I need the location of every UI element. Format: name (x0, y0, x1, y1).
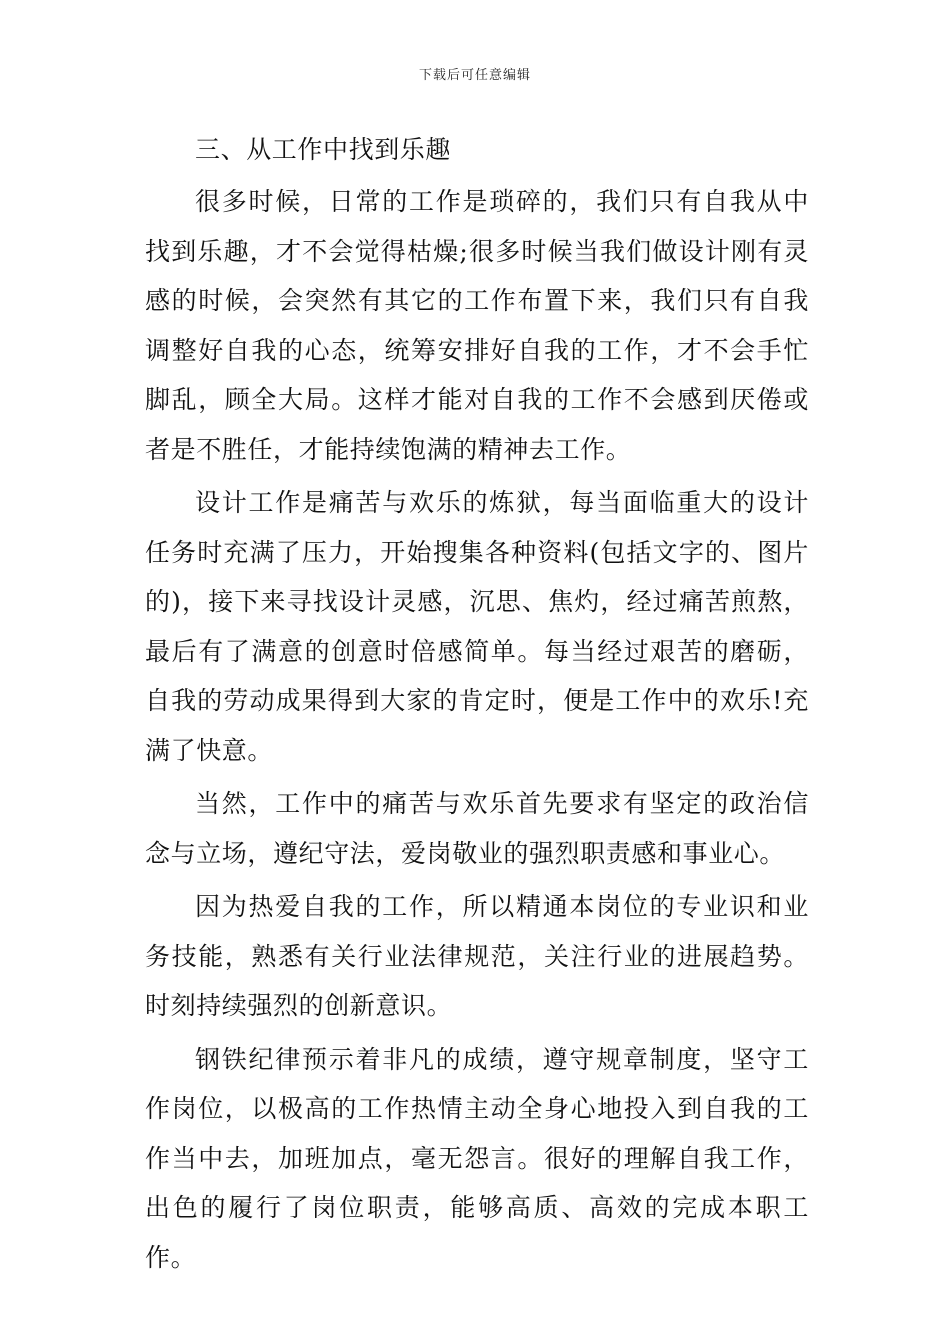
section-heading: 三、从工作中找到乐趣 (195, 135, 452, 164)
page-header: 下载后可任意编辑 (418, 68, 531, 83)
paragraph-design-work: 设计工作是痛苦与欢乐的炼狱，每当面临重大的设计任务时充满了压力，开始搜集各种资料(包括文字的、图片的)，接下来寻找设计灵感，沉思、焦灼，经过痛苦煎熬，最后有了满意的创意时倍感简单。每当经过艰苦的磨砺，自我的劳动成果得到大家的肯定时，便是工作中的欢乐!充满了快意。 (145, 488, 809, 765)
paragraph-political-belief: 当然，工作中的痛苦与欢乐首先要求有坚定的政治信念与立场，遵纪守法，爱岗敬业的强烈职责感和事业心。 (145, 789, 809, 868)
paragraph-discipline: 钢铁纪律预示着非凡的成绩，遵守规章制度，坚守工作岗位，以极高的工作热情主动全身心地投入到自我的工作当中去，加班加点，毫无怨言。很好的理解自我工作，出色的履行了岗位职责，能够高质、高效的完成本职工作。 (145, 1044, 809, 1272)
paragraph-professional-skills: 因为热爱自我的工作，所以精通本岗位的专业识和业务技能，熟悉有关行业法律规范，关注行业的进展趋势。时刻持续强烈的创新意识。 (145, 892, 809, 1020)
paragraph-finding-fun: 很多时候，日常的工作是琐碎的，我们只有自我从中找到乐趣，才不会觉得枯燥;很多时候当我们做设计刚有灵感的时候，会突然有其它的工作布置下来，我们只有自我调整好自我的心态，统筹安排好自我的工作，才不会手忙脚乱，顾全大局。这样才能对自我的工作不会感到厌倦或者是不胜任，才能持续饱满的精神去工作。 (145, 187, 809, 464)
document-body (145, 123, 809, 1282)
